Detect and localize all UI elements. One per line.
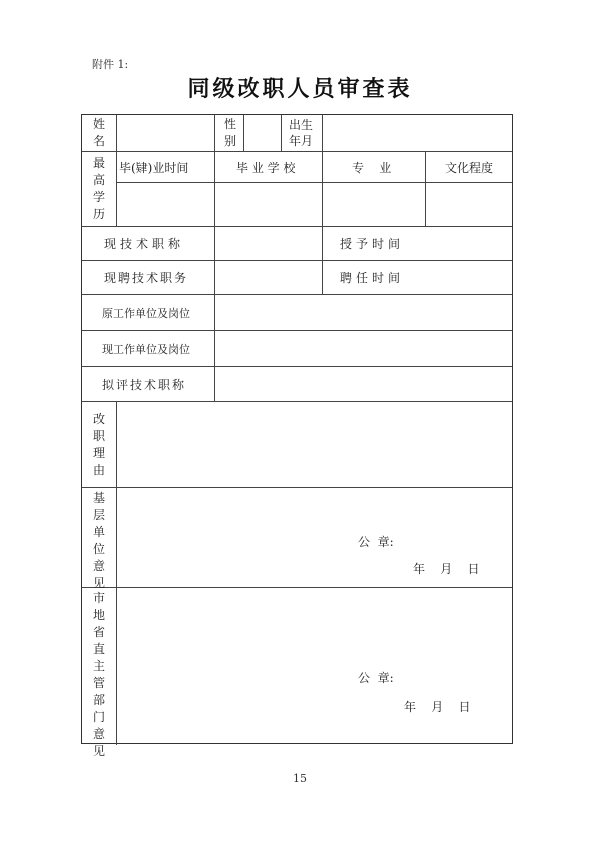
- row-divider: [82, 366, 512, 367]
- proposed-title-label: 拟评技术职称: [102, 378, 187, 392]
- row-divider: [82, 260, 512, 261]
- col-divider: [281, 115, 282, 151]
- col-divider: [322, 115, 323, 151]
- date-label: 年 月 日: [404, 700, 471, 714]
- birth-label-line2: 年月: [289, 134, 314, 148]
- col-divider: [214, 115, 215, 401]
- dept-opinion-label: 市地省直主管部门意见: [92, 591, 105, 758]
- seal-label: 公 章:: [358, 535, 394, 549]
- col-divider: [425, 151, 426, 226]
- basic-unit-opinion-label: 基层单位意见: [92, 491, 105, 590]
- row-divider: [82, 401, 512, 402]
- appoint-time-label: 聘任时间: [340, 271, 405, 285]
- edu-graduation-time-header: 毕(肄)业时间: [119, 161, 189, 175]
- gender-label: 性别: [223, 117, 236, 148]
- row-divider: [82, 151, 512, 152]
- current-unit-label: 现工作单位及岗位: [102, 343, 190, 356]
- current-title-label: 现技术职称: [104, 237, 185, 251]
- grant-time-label: 授予时间: [340, 237, 405, 251]
- col-divider: [322, 151, 323, 294]
- reason-label: 改职理由: [92, 412, 105, 477]
- col-divider: [243, 115, 244, 151]
- review-form-table: [81, 114, 513, 758]
- page-title: 同级改职人员审查表: [187, 76, 413, 102]
- birth-label-line1: 出生: [289, 118, 314, 132]
- former-unit-label: 原工作单位及岗位: [102, 307, 190, 320]
- row-divider: [82, 487, 512, 488]
- row-divider: [82, 587, 512, 588]
- date-label: 年 月 日: [413, 562, 480, 576]
- seal-label: 公 章:: [358, 671, 394, 685]
- edu-level-header: 文化程度: [445, 161, 494, 175]
- attachment-label: 附件 1:: [92, 58, 129, 71]
- page-number: 15: [293, 772, 307, 785]
- name-label: 姓名: [92, 117, 105, 148]
- row-divider: [82, 226, 512, 227]
- row-divider: [116, 182, 512, 183]
- col-divider: [116, 401, 117, 745]
- row-divider: [82, 330, 512, 331]
- edu-major-header: 专 业: [352, 161, 392, 175]
- current-position-label: 现聘技术职务: [104, 271, 189, 285]
- col-divider: [116, 115, 117, 226]
- edu-school-header: 毕 业 学 校: [236, 161, 296, 175]
- row-divider: [82, 294, 512, 295]
- education-label: 最高学历: [92, 156, 105, 221]
